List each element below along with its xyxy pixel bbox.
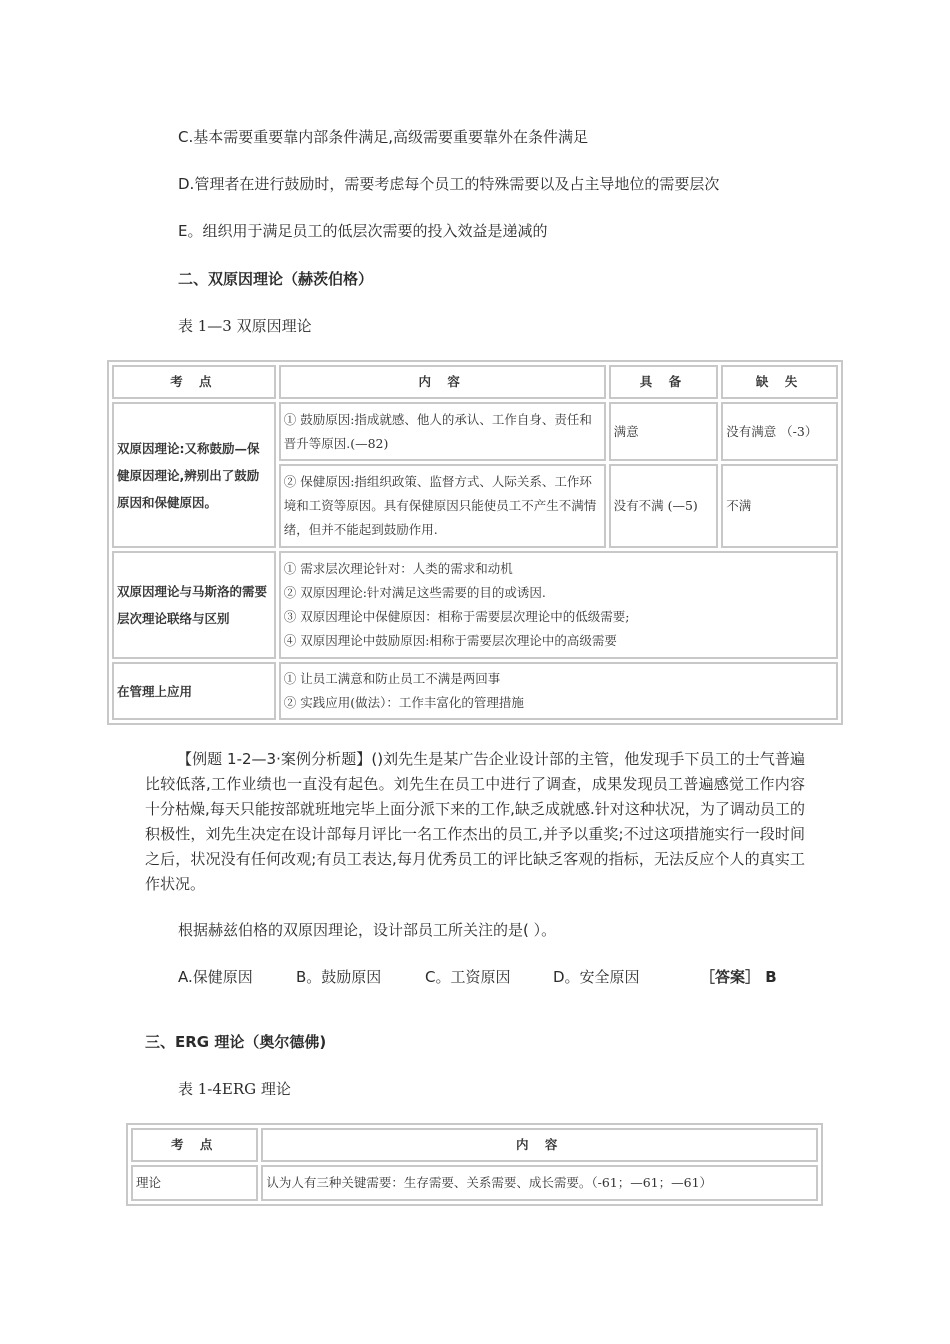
header-lack: 缺 失: [721, 365, 838, 399]
option-c: C.基本需要重要靠内部条件满足,高级需要重要靠外在条件满足: [178, 128, 589, 146]
row1b-content: ② 保健原因:指组织政策、监督方式、人际关系、工作环境和工资等原因。具有保健原因只能使员工不产生不满情绪，但并不能起到鼓励作用.: [279, 464, 606, 548]
table-header-row: [112, 365, 838, 399]
option-d: D.管理者在进行鼓励时，需要考虑每个员工的特殊需要以及占主导地位的需要层次: [178, 175, 720, 193]
row1a-lack: 没有满意 （-3）: [721, 402, 838, 461]
row2-key: 双原因理论与马斯洛的需要层次理论联络与区别: [112, 551, 276, 659]
example-case-text: 【例题 1-2—3·案例分析题】()刘先生是某广告企业设计部的主管，他发现手下员工的士气普遍比较低落,工作业绩也一直没有起色。刘先生在员工中进行了调查，成果发现员工普遍感觉工作内容十分枯燥,每天只能按部就班地完毕上面分派下来的工作,缺乏成就感.针对这种状况，为了调动员工的积极性，刘先生决定在设计部每月评比一名工作杰出的员工,并予以重奖;不过这项措施实行一段时间之后，状况没有任何改观;有员工表达,每月优秀员工的评比缺乏客观的指标，无法反应个人的真实工作状况。: [145, 750, 805, 893]
row2-line: ② 双原因理论:针对满足这些需要的目的或诱因.: [283, 585, 546, 600]
header-content: 内 容: [261, 1128, 818, 1162]
answer-option-a: A.保健原因: [178, 968, 253, 986]
answer-key: ［答案］ B: [700, 968, 777, 986]
header-point: 考 点: [131, 1128, 258, 1162]
row2-line: ① 需求层次理论针对：人类的需求和动机: [283, 561, 513, 576]
erg-row-key: 理论: [131, 1165, 258, 1201]
two-factor-table: [107, 360, 843, 725]
example-question: 根据赫兹伯格的双原因理论，设计部员工所关注的是( ）。: [178, 921, 557, 939]
erg-row-content: 认为人有三种关键需要：生存需要、关系需要、成长需要。（-61；—61；—61）: [261, 1165, 818, 1201]
row2-content: [279, 551, 838, 659]
row3-line: ① 让员工满意和防止员工不满是两回事: [283, 671, 501, 686]
row1b-have: 没有不满 (—5): [609, 464, 719, 548]
row1b-lack: 不满: [721, 464, 838, 548]
table-caption-1-3: 表 1—3 双原因理论: [178, 317, 312, 335]
row2-line: ④ 双原因理论中鼓励原因:相称于需要层次理论中的高级需要: [283, 633, 617, 648]
section-heading-two-factor: 二、双原因理论（赫茨伯格）: [178, 270, 374, 288]
table-row: [112, 402, 838, 461]
answer-option-d: D。安全原因: [553, 968, 640, 986]
answer-option-b: B。鼓励原因: [296, 968, 382, 986]
option-e: E。组织用于满足员工的低层次需要的投入效益是递减的: [178, 222, 548, 240]
erg-table: [126, 1123, 823, 1206]
row3-content: [279, 662, 838, 720]
row3-key: 在管理上应用: [112, 662, 276, 720]
row1a-content: ① 鼓励原因:指成就感、他人的承认、工作自身、责任和晋升等原因.(—82): [279, 402, 606, 461]
table-header-row: [131, 1128, 818, 1162]
row3-line: ② 实践应用(做法）：工作丰富化的管理措施: [283, 695, 524, 710]
table-caption-1-4: 表 1-4ERG 理论: [178, 1080, 291, 1098]
section-heading-erg: 三、ERG 理论（奥尔德佛): [145, 1033, 327, 1051]
table-row: [131, 1165, 818, 1201]
table-row: [112, 662, 838, 720]
row1-key: 双原因理论:又称鼓励—保健原因理论,辨别出了鼓励原因和保健原因。: [112, 402, 276, 548]
header-have: 具 备: [609, 365, 719, 399]
answer-option-c: C。工资原因: [425, 968, 511, 986]
row2-line: ③ 双原因理论中保健原因：相称于需要层次理论中的低级需要;: [283, 609, 630, 624]
header-content: 内 容: [279, 365, 606, 399]
header-point: 考 点: [112, 365, 276, 399]
row1a-have: 满意: [609, 402, 719, 461]
table-row: [112, 551, 838, 659]
